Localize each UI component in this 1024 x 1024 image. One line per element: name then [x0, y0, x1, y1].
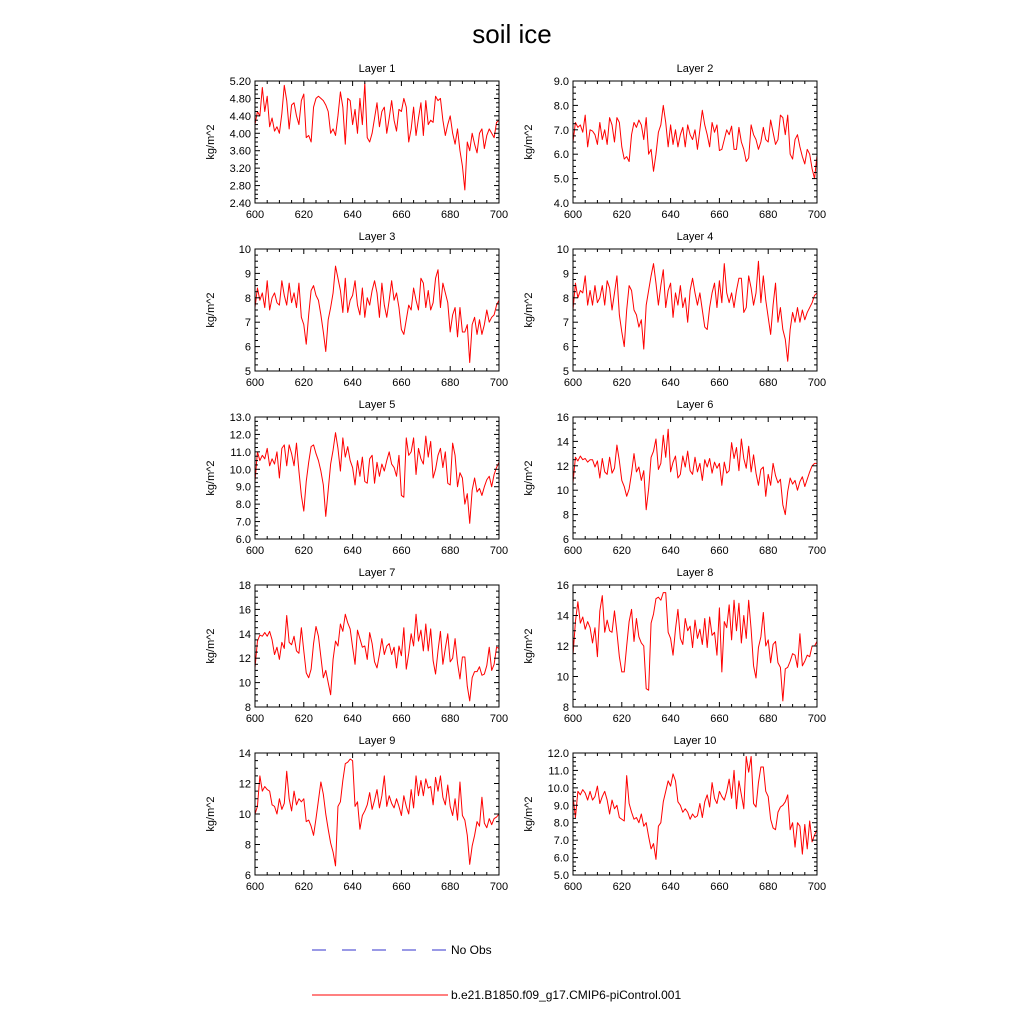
- y-tick-label: 4.80: [229, 93, 251, 106]
- x-tick-label: 640: [661, 377, 680, 389]
- x-tick-label: 660: [710, 545, 729, 557]
- y-tick-label: 14: [238, 628, 251, 641]
- y-tick-label: 8: [244, 702, 251, 714]
- y-tick-label: 6.0: [235, 534, 251, 546]
- y-tick-label: 9: [562, 268, 569, 281]
- y-tick-label: 4.40: [229, 110, 251, 123]
- x-tick-label: 600: [563, 713, 583, 725]
- x-tick-label: 700: [807, 545, 827, 557]
- y-tick-label: 11.0: [548, 765, 569, 778]
- y-tick-label: 8: [562, 702, 569, 714]
- y-tick-label: 10.0: [229, 464, 251, 477]
- y-tick-label: 5.20: [229, 76, 251, 88]
- panel-title: Layer 2: [676, 63, 714, 75]
- plot-frame: [573, 585, 817, 707]
- y-axis-label: kg/m^2: [523, 460, 535, 496]
- data-line: [255, 433, 499, 524]
- y-tick-label: 6: [562, 341, 569, 354]
- y-tick-label: 9.0: [553, 76, 569, 88]
- y-tick-label: 6: [562, 534, 569, 546]
- x-tick-label: 620: [294, 545, 313, 557]
- x-tick-label: 620: [612, 377, 631, 389]
- data-line: [573, 261, 817, 361]
- y-axis-label: kg/m^2: [205, 460, 217, 496]
- y-tick-label: 9.0: [553, 800, 569, 813]
- y-tick-label: 16: [556, 412, 569, 424]
- y-tick-label: 8: [562, 509, 569, 522]
- x-tick-label: 680: [441, 881, 460, 893]
- x-tick-label: 620: [294, 713, 313, 725]
- x-tick-label: 660: [392, 545, 411, 557]
- y-tick-label: 10: [556, 244, 569, 256]
- y-tick-label: 4.0: [553, 198, 569, 210]
- x-tick-label: 620: [294, 377, 313, 389]
- x-tick-label: 660: [392, 209, 411, 221]
- y-tick-label: 10: [556, 485, 569, 498]
- y-axis-label: kg/m^2: [523, 292, 535, 328]
- panel-title: Layer 5: [358, 399, 396, 411]
- data-line: [255, 266, 499, 362]
- panel-title: Layer 9: [358, 735, 396, 747]
- x-tick-label: 680: [441, 377, 460, 389]
- x-tick-label: 620: [612, 209, 631, 221]
- x-tick-label: 640: [343, 377, 362, 389]
- y-tick-label: 7: [562, 317, 569, 330]
- y-tick-label: 10: [238, 677, 251, 690]
- x-tick-label: 700: [807, 713, 827, 725]
- y-tick-label: 2.40: [229, 198, 251, 210]
- y-tick-label: 4.00: [229, 128, 251, 141]
- x-tick-label: 640: [661, 881, 680, 893]
- y-tick-label: 8: [244, 292, 251, 305]
- y-tick-label: 6: [244, 341, 251, 354]
- x-tick-label: 600: [563, 545, 583, 557]
- y-tick-label: 3.60: [229, 145, 251, 158]
- y-tick-label: 8.0: [553, 100, 569, 113]
- panel-layer-8: [523, 567, 826, 725]
- x-tick-label: 600: [245, 881, 265, 893]
- plot-frame: [573, 417, 817, 539]
- y-tick-label: 9.0: [235, 481, 251, 494]
- y-tick-label: 12: [238, 653, 251, 666]
- plot-frame: [255, 585, 499, 707]
- panel-title: Layer 4: [676, 231, 714, 243]
- x-tick-label: 660: [710, 209, 729, 221]
- y-axis-label: kg/m^2: [205, 796, 217, 832]
- x-tick-label: 660: [392, 377, 411, 389]
- y-tick-label: 6.0: [553, 852, 569, 865]
- x-tick-label: 640: [343, 713, 362, 725]
- y-tick-label: 5.0: [553, 173, 569, 186]
- x-tick-label: 600: [563, 881, 583, 893]
- x-tick-label: 640: [343, 881, 362, 893]
- panel-layer-7: [205, 567, 508, 725]
- y-tick-label: 8: [562, 292, 569, 305]
- y-tick-label: 13.0: [229, 412, 251, 424]
- y-tick-label: 2.80: [229, 180, 251, 193]
- legend-label-no-obs: No Obs: [451, 943, 492, 957]
- panel-title: Layer 7: [358, 567, 396, 579]
- y-tick-label: 12.0: [547, 748, 569, 760]
- x-tick-label: 680: [441, 713, 460, 725]
- data-line: [573, 593, 817, 701]
- y-tick-label: 7.0: [235, 516, 251, 529]
- x-tick-label: 660: [392, 713, 411, 725]
- x-tick-label: 700: [807, 881, 827, 893]
- y-axis-label: kg/m^2: [205, 628, 217, 664]
- x-tick-label: 660: [710, 377, 729, 389]
- y-axis-label: kg/m^2: [523, 796, 535, 832]
- figure-title: soil ice: [472, 19, 552, 49]
- x-tick-label: 680: [759, 209, 778, 221]
- panel-layer-6: [523, 399, 826, 557]
- panel-title: Layer 10: [673, 735, 717, 747]
- plot-frame: [255, 249, 499, 371]
- x-tick-label: 660: [710, 881, 729, 893]
- x-tick-label: 620: [612, 713, 631, 725]
- plot-frame: [573, 81, 817, 203]
- x-tick-label: 700: [807, 377, 827, 389]
- x-tick-label: 600: [563, 377, 583, 389]
- x-tick-label: 600: [245, 377, 265, 389]
- data-line: [573, 105, 817, 178]
- panel-layer-4: [523, 231, 826, 389]
- x-tick-label: 600: [563, 209, 583, 221]
- x-tick-label: 640: [661, 545, 680, 557]
- y-tick-label: 8.0: [553, 817, 569, 830]
- x-tick-label: 600: [245, 545, 265, 557]
- y-tick-label: 3.20: [229, 163, 251, 176]
- x-tick-label: 640: [343, 545, 362, 557]
- y-tick-label: 16: [238, 604, 251, 617]
- y-tick-label: 12: [556, 460, 569, 473]
- x-tick-label: 680: [759, 545, 778, 557]
- y-axis-label: kg/m^2: [523, 124, 535, 160]
- x-tick-label: 600: [245, 209, 265, 221]
- x-tick-label: 680: [441, 209, 460, 221]
- y-tick-label: 14: [556, 436, 569, 449]
- y-tick-label: 16: [556, 580, 569, 592]
- y-tick-label: 7: [244, 317, 251, 330]
- y-tick-label: 12.0: [229, 429, 251, 442]
- panel-layer-1: [205, 63, 508, 221]
- y-tick-label: 12: [556, 641, 569, 653]
- legend-label-model: b.e21.B1850.f09_g17.CMIP6-piControl.001: [451, 988, 682, 1002]
- x-tick-label: 680: [759, 713, 778, 725]
- x-tick-label: 700: [489, 209, 509, 221]
- y-tick-label: 10: [556, 671, 569, 684]
- x-tick-label: 620: [294, 209, 313, 221]
- y-tick-label: 8: [244, 839, 251, 852]
- y-tick-label: 5.0: [553, 870, 569, 882]
- y-tick-label: 18: [238, 580, 251, 592]
- panel-title: Layer 3: [358, 231, 396, 243]
- y-tick-label: 5: [244, 366, 251, 378]
- x-tick-label: 700: [489, 377, 509, 389]
- x-tick-label: 700: [489, 713, 509, 725]
- x-tick-label: 700: [489, 545, 509, 557]
- x-tick-label: 620: [294, 881, 313, 893]
- y-tick-label: 12: [238, 778, 251, 791]
- y-tick-label: 10.0: [547, 782, 569, 795]
- y-tick-label: 6: [244, 870, 251, 882]
- y-tick-label: 9: [244, 268, 251, 281]
- plot-frame: [255, 81, 499, 203]
- x-tick-label: 660: [392, 881, 411, 893]
- x-tick-label: 680: [759, 881, 778, 893]
- x-tick-label: 660: [710, 713, 729, 725]
- x-tick-label: 620: [612, 545, 631, 557]
- panel-layer-2: [523, 63, 826, 221]
- data-line: [255, 83, 499, 190]
- data-line: [255, 614, 499, 701]
- x-tick-label: 700: [807, 209, 827, 221]
- panel-layer-3: [205, 231, 508, 389]
- x-tick-label: 600: [245, 713, 265, 725]
- legend: [312, 943, 681, 1002]
- panel-layer-5: [205, 399, 508, 557]
- panels: [205, 63, 826, 893]
- x-tick-label: 680: [441, 545, 460, 557]
- panel-layer-9: [205, 735, 508, 893]
- y-tick-label: 7.0: [553, 835, 569, 848]
- y-tick-label: 5: [562, 366, 569, 378]
- y-tick-label: 8.0: [235, 499, 251, 512]
- x-tick-label: 680: [759, 377, 778, 389]
- x-tick-label: 700: [489, 881, 509, 893]
- data-line: [573, 756, 817, 859]
- x-tick-label: 620: [612, 881, 631, 893]
- y-tick-label: 14: [238, 748, 251, 760]
- panel-layer-10: [523, 735, 826, 893]
- y-tick-label: 11.0: [230, 446, 251, 459]
- data-line: [573, 429, 817, 514]
- y-tick-label: 10: [238, 244, 251, 256]
- panel-title: Layer 1: [358, 63, 396, 75]
- panel-title: Layer 6: [676, 399, 714, 411]
- y-tick-label: 10: [238, 809, 251, 821]
- y-axis-label: kg/m^2: [205, 124, 217, 160]
- y-tick-label: 7.0: [553, 124, 569, 137]
- x-tick-label: 640: [661, 209, 680, 221]
- panel-title: Layer 8: [676, 567, 714, 579]
- y-tick-label: 14: [556, 610, 569, 623]
- x-tick-label: 640: [343, 209, 362, 221]
- data-line: [255, 759, 499, 866]
- y-axis-label: kg/m^2: [523, 628, 535, 664]
- x-tick-label: 640: [661, 713, 680, 725]
- y-tick-label: 6.0: [553, 149, 569, 162]
- y-axis-label: kg/m^2: [205, 292, 217, 328]
